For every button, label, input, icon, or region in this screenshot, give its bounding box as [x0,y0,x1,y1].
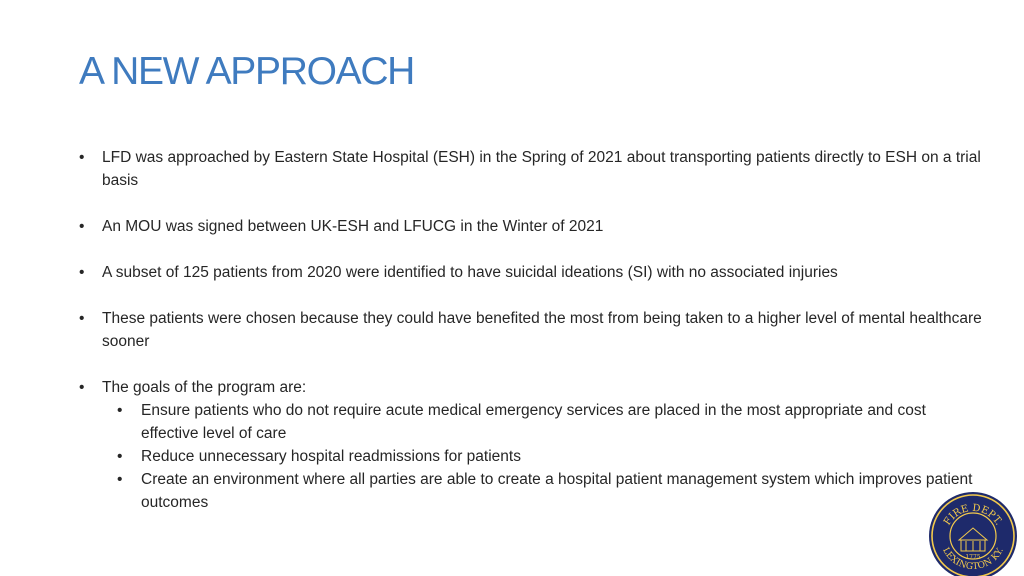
bullet-list [79,146,984,537]
bullet-item: • These patients were chosen because they could have benefited the most from being taken to a higher level of mental healthcare sooner [79,307,984,353]
goal-item: • Create an environment where all parties are able to create a hospital patient management system which improves patient outcomes [102,468,984,514]
goals-sub-list [102,399,984,514]
bullet-item: • A subset of 125 patients from 2020 were identified to have suicidal ideations (SI) with no associated injuries [79,261,984,284]
seal-top-text: FIRE DEPT. [942,502,1005,528]
bullet-item: • An MOU was signed between UK-ESH and LFUCG in the Winter of 2021 [79,215,984,238]
goal-item: • Ensure patients who do not require acute medical emergency services are placed in the most appropriate and cost effective level of care [102,399,984,445]
goal-item: • Reduce unnecessary hospital readmissions for patients [102,445,984,468]
seal-bottom-text: LEXINGTON KY. [940,546,1006,573]
goals-bullet-item [79,376,984,514]
goals-intro: The goals of the program are: [102,379,307,396]
page-title: A NEW APPROACH [79,50,415,93]
fire-dept-seal-icon [925,490,1021,576]
seal-year: 1775 [965,554,981,561]
bullet-item: • LFD was approached by Eastern State Hospital (ESH) in the Spring of 2021 about transporting patients directly to ESH on a trial basis [79,146,984,192]
